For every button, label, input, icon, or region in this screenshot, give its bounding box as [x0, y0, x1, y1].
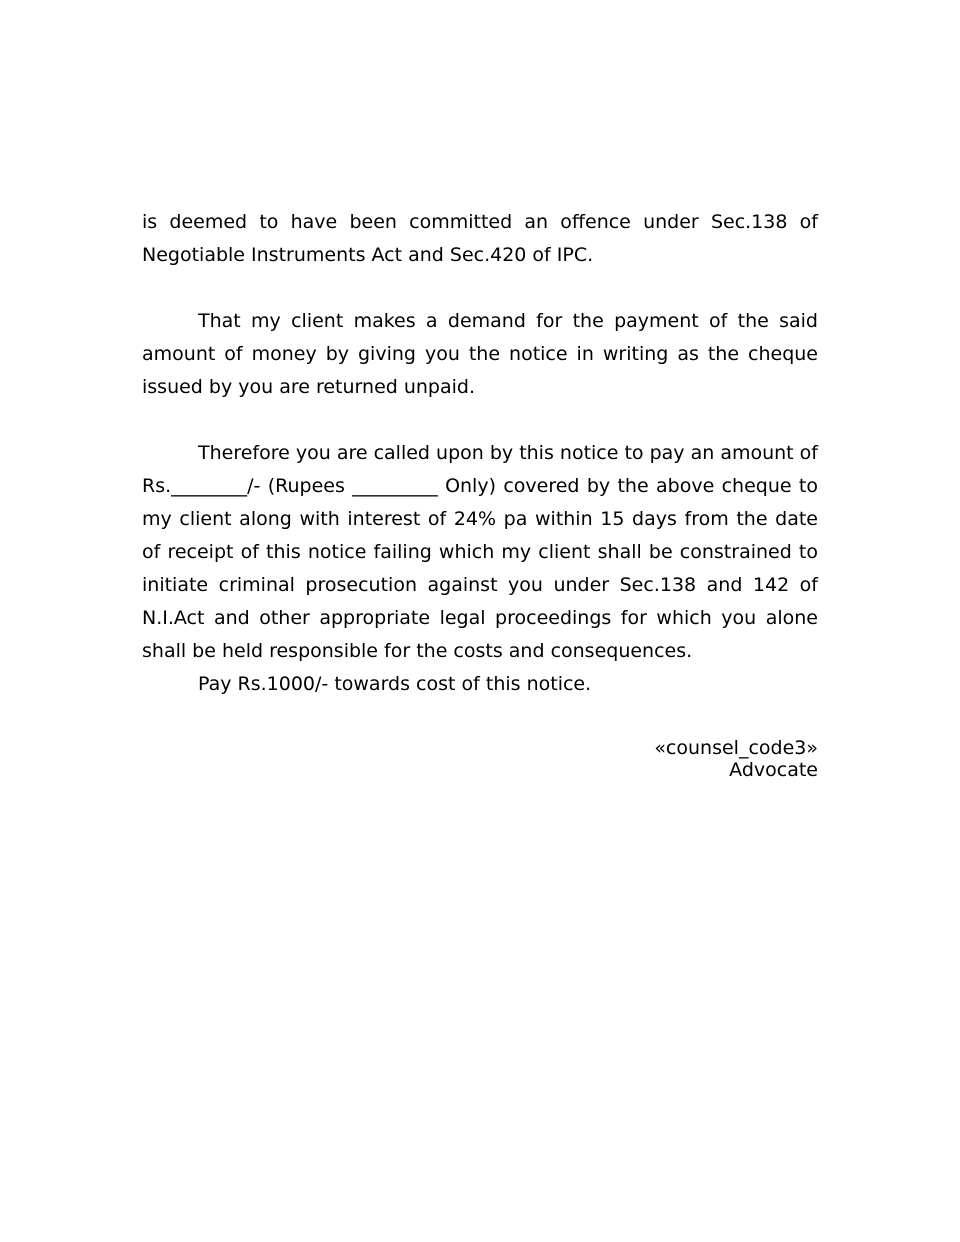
paragraph-offence: is deemed to have been committed an offence under Sec.138 of Negotiable Instruments Act and Sec.420 of IPC. — [142, 211, 818, 266]
signature-block — [654, 737, 818, 781]
paragraph-demand: That my client makes a demand for the payment of the said amount of money by giving you the notice in writing as the cheque issued by you are returned unpaid. — [142, 310, 818, 398]
counsel-name: «counsel_code3» — [654, 737, 818, 759]
paragraph-cost: Pay Rs.1000/- towards cost of this notice. — [198, 673, 592, 695]
counsel-title: Advocate — [729, 759, 818, 781]
paragraph-payment-notice: Therefore you are called upon by this notice to pay an amount of Rs.________/- (Rupees _________ Only) covered by the above cheque to my client along with interest of 24% pa within 15 days from the date of receipt of this notice failing which my client shall be constrained to initiate criminal prosecution against you under Sec.138 and 142 of N.I.Act and other appropriate legal proceedings for which you alone shall be held responsible for the costs and consequences. — [142, 442, 818, 662]
notice-body — [142, 206, 818, 701]
